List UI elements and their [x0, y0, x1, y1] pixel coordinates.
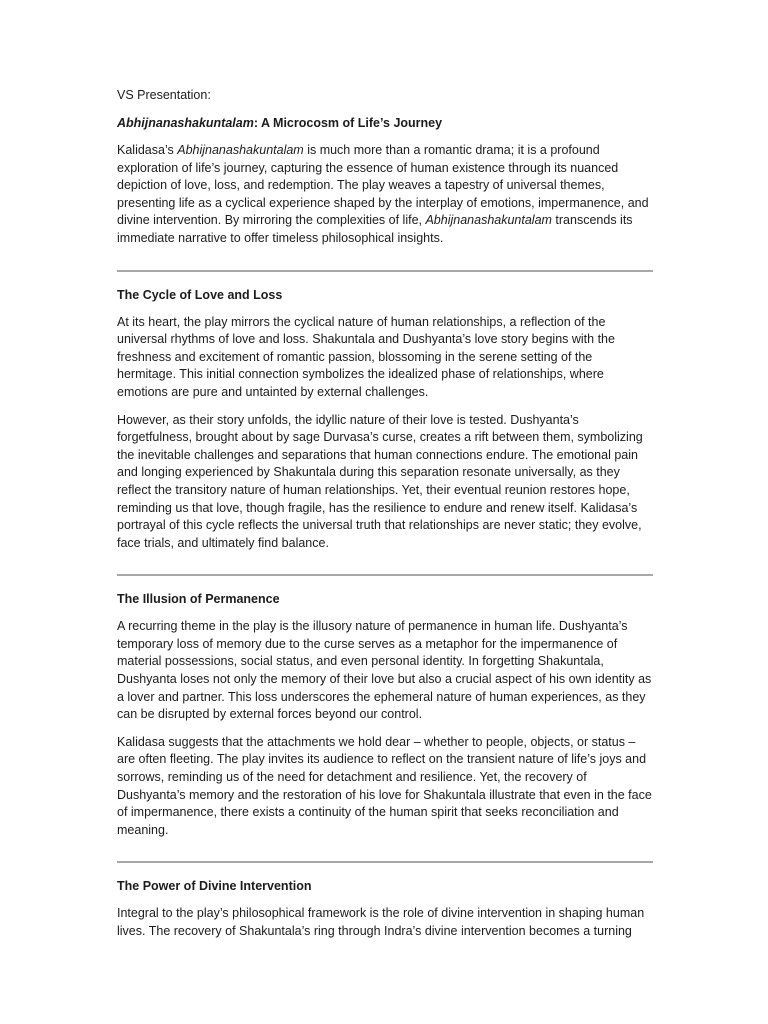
section-paragraph: However, as their story unfolds, the idyllic nature of their love is tested. Dushyanta’s forgetfulness, brought about by sage Durvasa’s curse, creates a rift between them, symbolizing the inevitable challenges and separations that human connections endure. The emotional pain and longing experienced by Shakuntala during this separation resonate universally, as they reflect the transitory nature of human relationships. Yet, their eventual reunion restores hope, reminding us that love, though fragile, has the resilience to endure and renew itself. Kalidasa’s portrayal of this cycle reflects the universal truth that relationships are never static; they evolve, face trials, and ultimately find balance. [117, 412, 643, 550]
title-play-name: Abhijnanashakuntalam [117, 116, 254, 130]
section-paragraph: Integral to the play’s philosophical framework is the role of divine intervention in shaping human lives. The recovery of Shakuntala’s ring through Indra’s divine intervention becomes a turning [117, 906, 645, 938]
section-divider [117, 574, 653, 576]
intro-play-name-2: Abhijnanashakuntalam [425, 213, 552, 228]
intro-text-1: Kalidasa’s [117, 143, 178, 157]
document-body [117, 86, 653, 951]
section-paragraph: Kalidasa suggests that the attachments we hold dear – whether to people, objects, or status – are often fleeting. The play invites its audience to reflect on the transient nature of life’s joys and sorrows, reminding us of the need for detachment and resilience. Yet, the recovery of Dushyanta’s memory and the restoration of his love for Shakuntala illustrate that even in the face of impermanence, there exists a continuity of the human spirit that seeks reconciliation and meaning. [117, 734, 652, 837]
section-divider [117, 861, 653, 863]
section-paragraph: A recurring theme in the play is the illusory nature of permanence in human life. Dushyanta’s temporary loss of memory due to the curse serves as a metaphor for the impermanence of material possessions, social status, and even personal identity. In forgetting Shakuntala, Dushyanta loses not only the memory of their love but also a crucial aspect of his own identity as a lover and partner. This loss underscores the ephemeral nature of human experiences, as they can be disrupted by external forces beyond our control. [117, 619, 652, 722]
presentation-label: VS Presentation: [117, 88, 211, 102]
intro-paragraph [117, 142, 653, 248]
intro-text-2: is much more than a romantic drama; it is a profound exploration of life’s journey, capturing the essence of human existence through its nuanced depiction of love, loss, and redemption. The play weaves a tapestry of universal themes, presenting life as a cyclical experience shaped by the interplay of emotions, impermanence, and divine intervention. By mirroring the complexities of life, [117, 143, 649, 228]
section-divider [117, 270, 653, 272]
intro-text-3: transcends its immediate narrative to offer timeless philosophical insights. [117, 213, 633, 245]
intro-play-name-1: Abhijnanashakuntalam [177, 143, 304, 157]
section-paragraph: At its heart, the play mirrors the cyclical nature of human relationships, a reflection of the universal rhythms of love and loss. Shakuntala and Dushyanta’s love story begins with the freshness and excitement of romantic passion, blossoming in the serene setting of the hermitage. This initial connection symbolizes the idealized phase of relationships, where emotions are pure and untainted by external challenges. [117, 314, 615, 399]
document-title [117, 114, 653, 132]
section-heading-cycle: The Cycle of Love and Loss [117, 287, 283, 302]
section-heading-divine: The Power of Divine Intervention [117, 879, 312, 894]
title-subtitle: : A Microcosm of Life’s Journey [253, 116, 443, 130]
section-heading-permanence: The Illusion of Permanence [117, 592, 280, 607]
